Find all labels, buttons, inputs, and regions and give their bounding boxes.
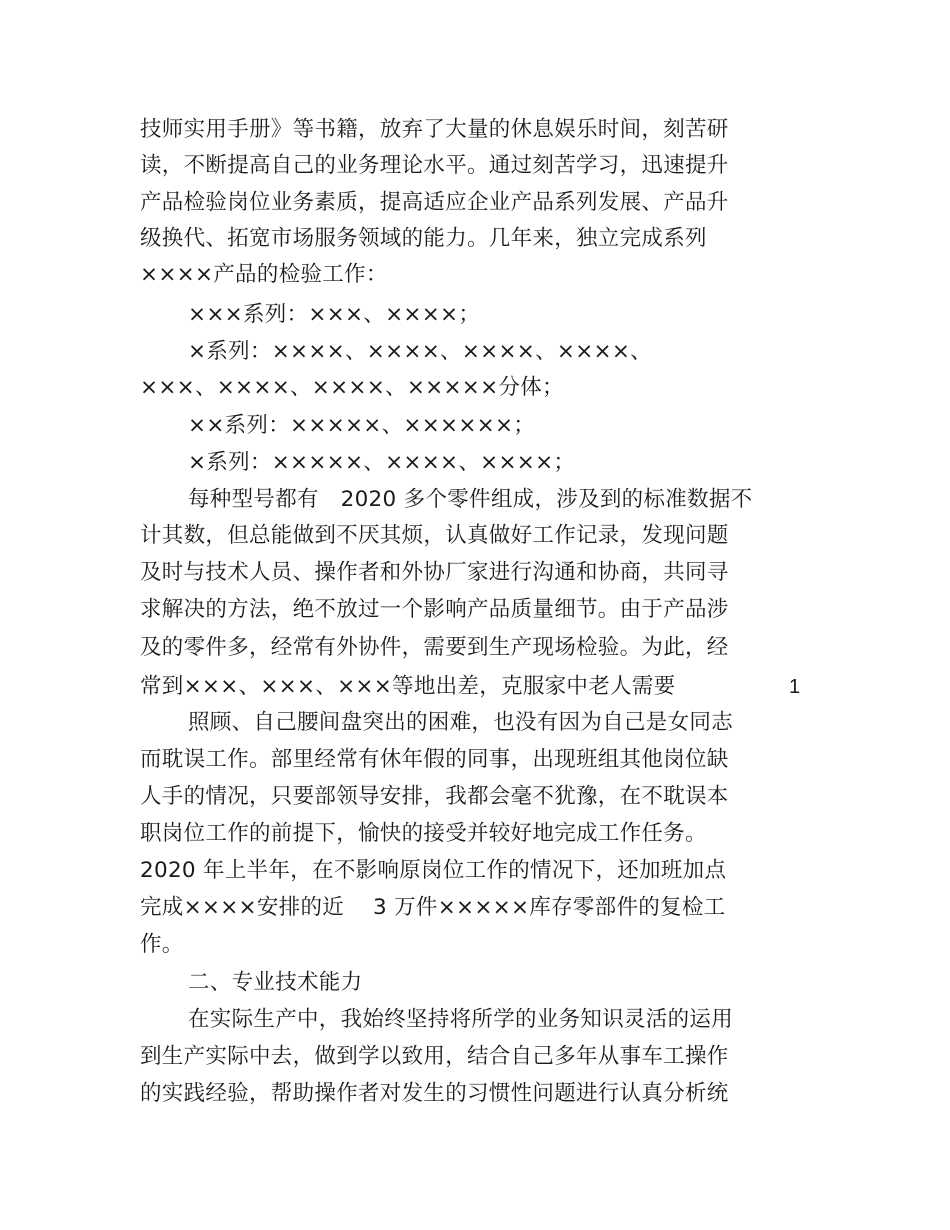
paragraph-first-line: 每种型号都有 2020 多个零件组成，涉及到的标准数据不 [188,487,753,512]
text-line: 及时与技术人员、操作者和外协厂家进行沟通和协商，共同寻 [140,560,729,585]
text-line: 的实践经验，帮助操作者对发生的习惯性问题进行认真分析统 [140,1081,729,1106]
text-line: 技师实用手册》等书籍，放弃了大量的休息娱乐时间，刻苦研 [140,117,729,142]
text-line: 计其数，但总能做到不厌其烦，认真做好工作记录，发现问题 [140,523,729,548]
text-line: 照顾、自己腰间盘突出的困难，也没有因为自己是女同志 [188,710,734,735]
text-line: 及的零件多，经常有外协件，需要到生产现场检验。为此，经 [140,635,729,660]
text-line: 到生产实际中去，做到学以致用，结合自己多年从事车工操作 [140,1044,729,1069]
text-line: 人手的情况，只要部领导安排，我都会毫不犹豫，在不耽误本 [140,784,729,809]
series-list-item: ××系列：×××××、××××××； [188,413,536,438]
text-line: 职岗位工作的前提下，愉快的接受并较好地完成工作任务。 [140,821,707,846]
series-list-item: ×系列：××××、××××、××××、××××、 [188,339,652,364]
text-line: 作。 [140,932,184,957]
text-line: 求解决的方法，绝不放过一个影响产品质量细节。由于产品涉 [140,597,729,622]
text-line: 产品检验岗位业务素质，提高适应企业产品系列发展、产品升 [140,190,729,215]
text-line: ×××、××××、××××、×××××分体； [140,375,564,400]
text-line: 而耽误工作。部里经常有休年假的同事，出现班组其他岗位缺 [140,747,729,772]
text-line: ××××产品的检验工作： [140,262,388,287]
text-line: 2020 年上半年，在不影响原岗位工作的情况下，还加班加点 [140,858,727,883]
series-list-item: ×××系列：×××、××××； [188,302,481,327]
text-line: 读，不断提高自己的业务理论水平。通过刻苦学习，迅速提升 [140,153,729,178]
text-line: 常到×××、×××、×××等地出差，克服家中老人需要 [140,674,676,699]
text-line: 级换代、拓宽市场服务领域的能力。几年来，独立完成系列 [140,226,707,251]
text-line: 完成××××安排的近 3 万件×××××库存零部件的复检工 [140,895,726,920]
series-list-item: ×系列：×××××、××××、××××； [188,450,576,475]
page-number: 1 [789,676,801,698]
paragraph-first-line: 在实际生产中，我始终坚持将所学的业务知识灵活的运用 [188,1007,734,1032]
section-heading: 二、专业技术能力 [188,970,363,995]
